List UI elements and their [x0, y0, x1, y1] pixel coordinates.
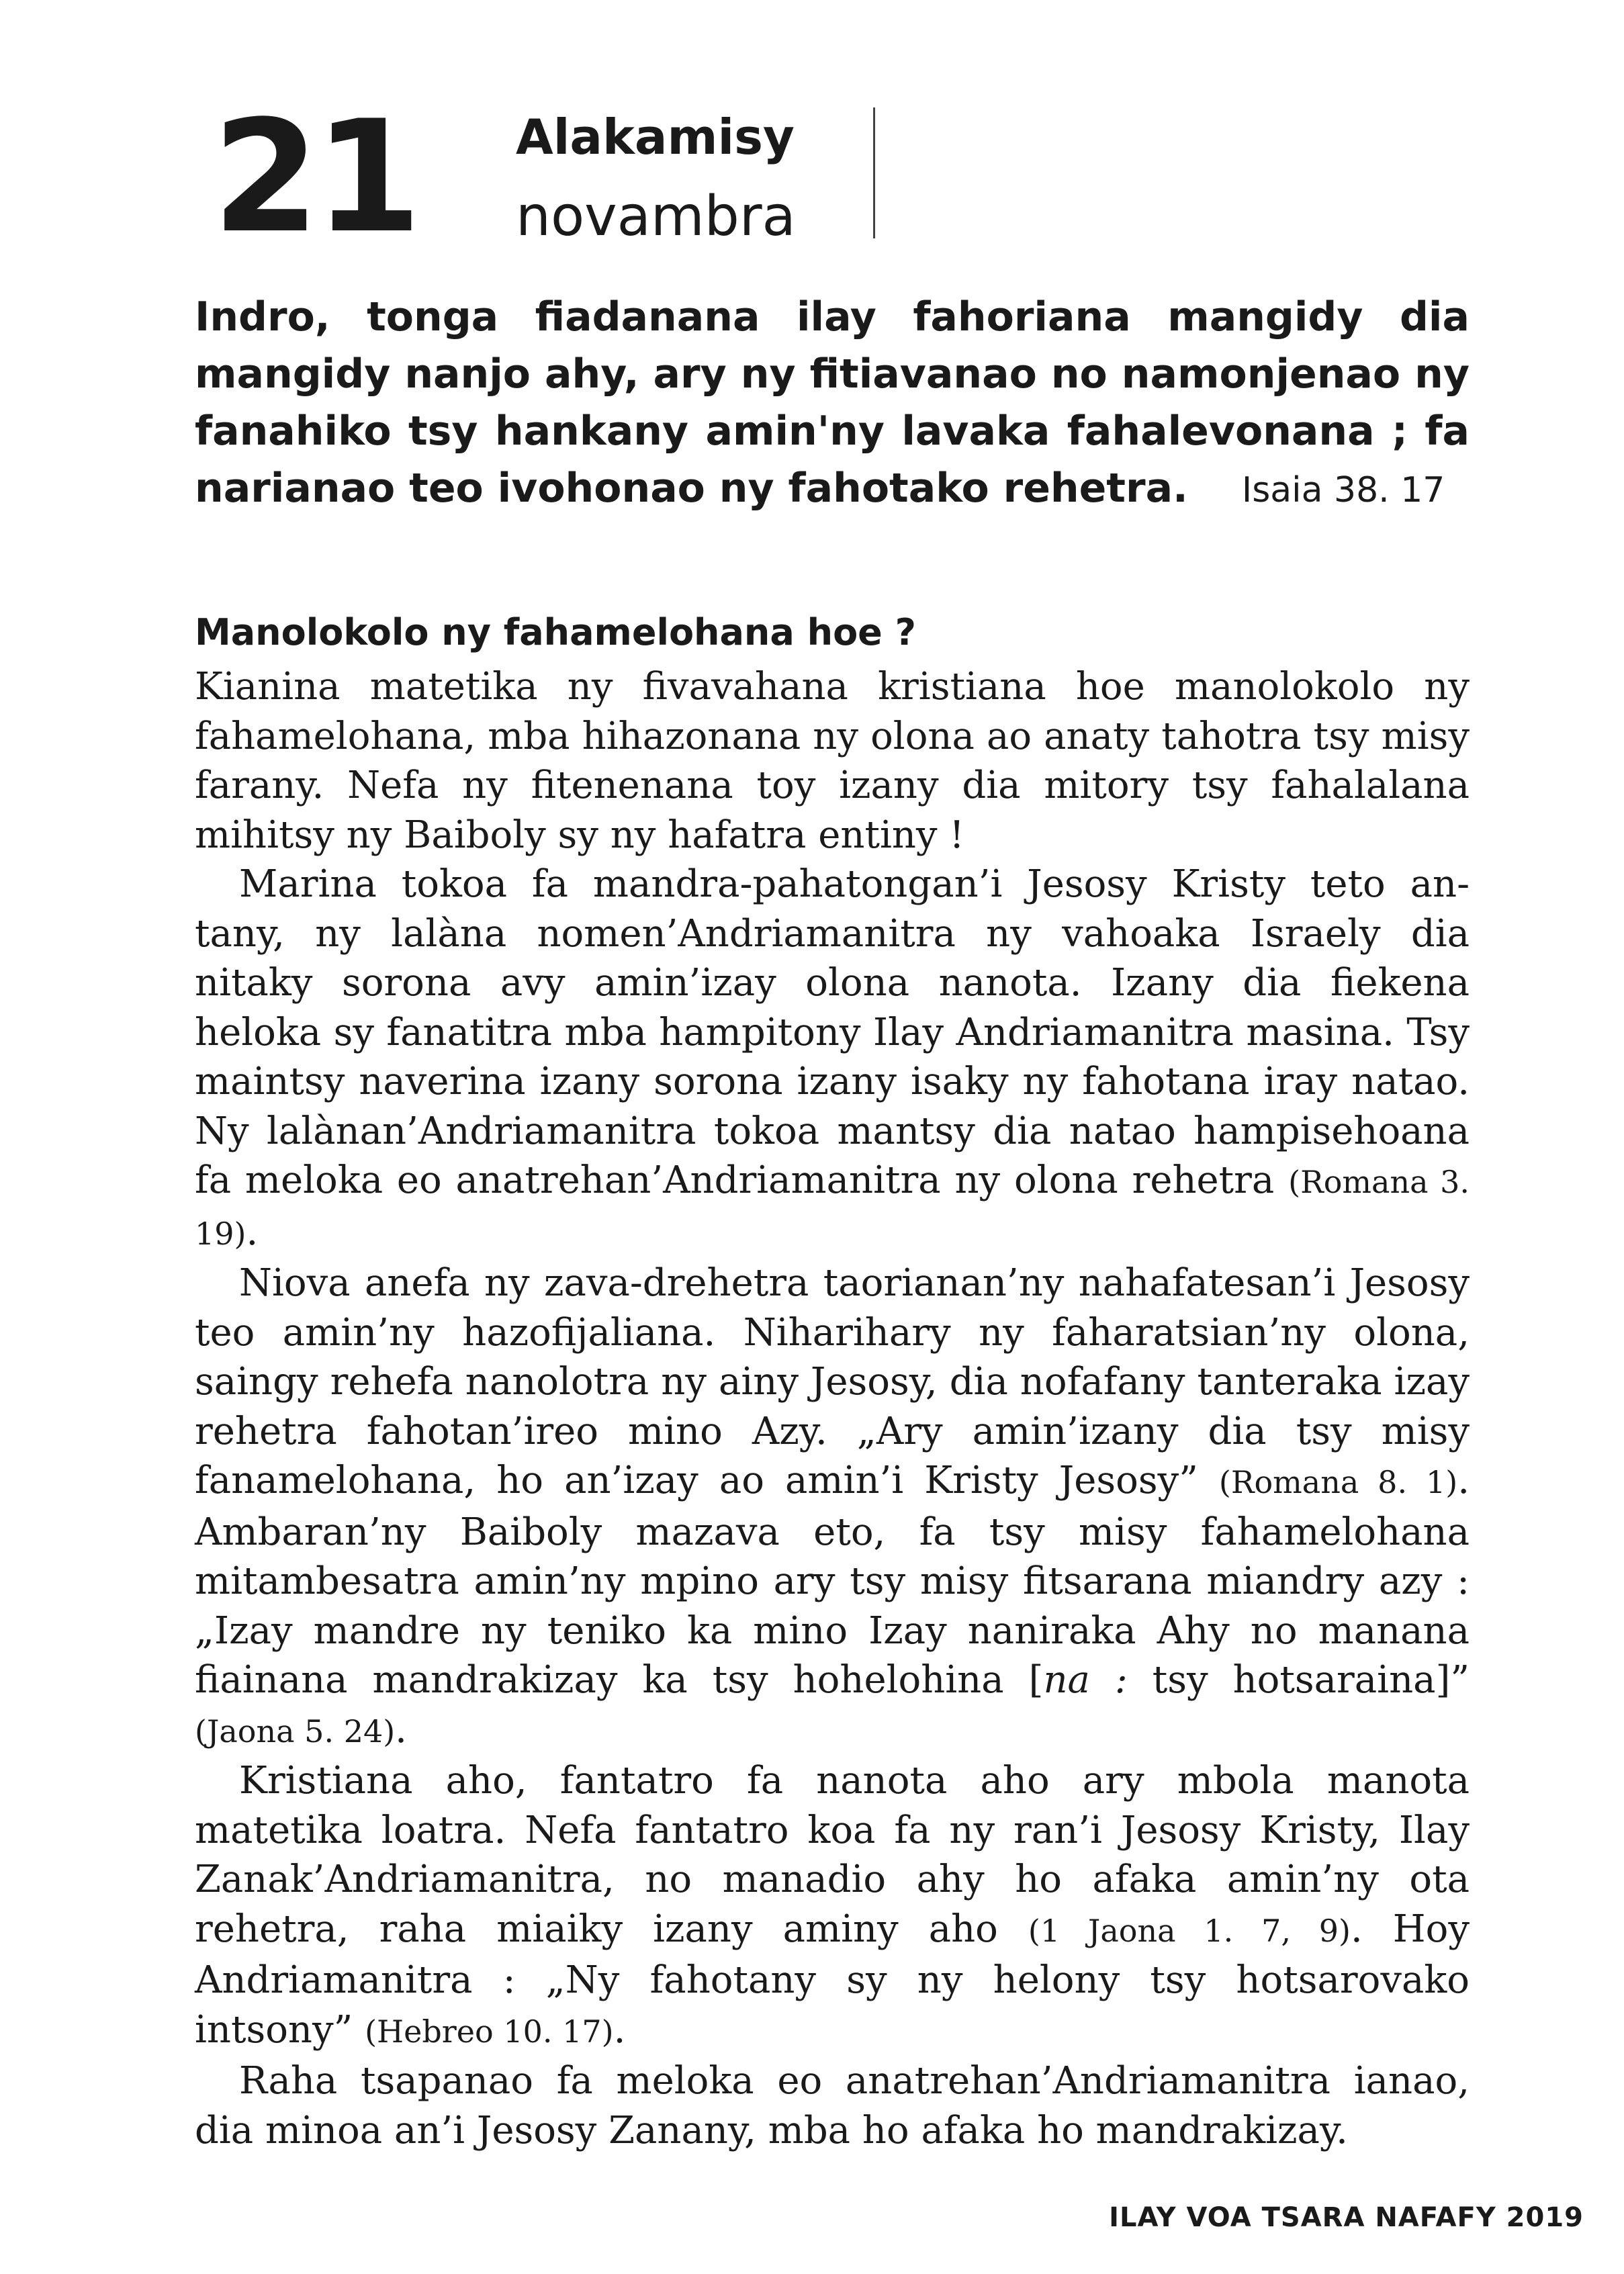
header-divider [873, 107, 875, 238]
paragraph-text: . [246, 1210, 259, 1254]
bible-verse [195, 289, 1470, 519]
date-day-number: 21 [212, 88, 417, 267]
body-paragraph [195, 2056, 1470, 2155]
scripture-reference: (Jaona 5. 24) [195, 1713, 396, 1749]
body-paragraph [195, 860, 1470, 1259]
devotional-body [195, 662, 1470, 2155]
verse-reference: Isaia 38. 17 [1241, 470, 1445, 510]
paragraph-text: . [613, 2007, 626, 2052]
section-title: Manolokolo ny fahamelohana hoe ? [195, 611, 916, 653]
paragraph-text: Marina tokoa fa mandra-pahatongan’i Jesosy Kristy teto an-tany, ny lalàna nomen’Andriamanitra ny vahoaka Israely dia nitaky sorona avy amin’izay olona nanota. Izany dia fiekena heloka sy fanatitra mba hampitony Ilay Andriamanitra masina. Tsy maintsy naverina izany sorona izany isaky ny fahotana iray natao. Ny lalànan’Andriamanitra tokoa mantsy dia natao hampisehoana fa meloka eo anatrehan’Andriamanitra ny olona rehetra [195, 862, 1470, 1202]
paragraph-text: Raha tsapanao fa meloka eo anatrehan’Andriamanitra ianao, dia minoa an’i Jesosy Zanany, mba ho afaka ho mandrakizay. [195, 2059, 1470, 2152]
date-weekday: Alakamisy [516, 109, 795, 165]
italic-note: na : [1043, 1658, 1128, 1702]
verse-text: Indro, tonga fiadanana ilay fahoriana mangidy dia mangidy nanjo ahy, ary ny fitiavanao no namonjenao ny fanahiko tsy hankany amin'ny lavaka fahalevonana ; fa narianao teo ivohonao ny fahotako rehetra. [195, 293, 1470, 512]
paragraph-text: . [395, 1707, 407, 1752]
paragraph-text: Kianina matetika ny fivavahana kristiana hoe manolokolo ny fahamelohana, mba hihazonana ny olona ao anaty tahotra tsy misy farany. Nefa ny fitenenana toy izany dia mitory tsy fahalalana mihitsy ny Baiboly sy ny hafatra entiny ! [195, 665, 1470, 857]
body-paragraph [195, 1259, 1470, 1756]
footer-publication: ILAY VOA TSARA NAFAFY 2019 [1109, 2202, 1584, 2233]
body-paragraph [195, 662, 1470, 860]
date-month: novambra [516, 185, 796, 248]
paragraph-text: Kristiana aho, fantatro fa nanota aho ary mbola manota matetika loatra. Nefa fantatro koa fa ny ran’i Jesosy Kristy, Ilay Zanak’Andriamanitra, no manadio ahy ho afaka amin’ny ota rehetra, raha miaiky izany aminy aho [195, 1759, 1470, 1951]
scripture-reference: (Hebreo 10. 17) [365, 2013, 614, 2050]
scripture-reference: (Romana 3. 19) [195, 1164, 1470, 1252]
scripture-reference: (1 Jaona 1. 7, 9) [1028, 1912, 1351, 1949]
scripture-reference: (Romana 8. 1) [1218, 1464, 1458, 1500]
body-paragraph [195, 1756, 1470, 2056]
paragraph-text: Niova anefa ny zava-drehetra taorianan’ny nahafatesan’i Jesosy teo amin’ny hazofijaliana. Niharihary ny faharatsian’ny olona, saingy rehefa nanolotra ny ainy Jesosy, dia nofafany tanteraka izay rehetra fahotan’ireo mino Azy. „Ary amin’izany dia tsy misy fanamelohana, ho an’izay ao amin’i Kristy Jesosy” [195, 1261, 1470, 1502]
paragraph-text: tsy hotsaraina]” [1127, 1658, 1470, 1702]
paragraph-text: . Ambaran’ny Baiboly mazava eto, fa tsy misy fahamelohana mitambesatra amin’ny mpino ary tsy misy fitsarana miandry azy : „Izay mandre ny teniko ka mino Izay naniraka Ahy no manana fiainana mandrakizay ka tsy hohelohina [ [195, 1459, 1470, 1702]
paragraph-text: . Hoy Andriamanitra : „Ny fahotany sy ny helony tsy hotsarovako intsony” [195, 1907, 1470, 2052]
